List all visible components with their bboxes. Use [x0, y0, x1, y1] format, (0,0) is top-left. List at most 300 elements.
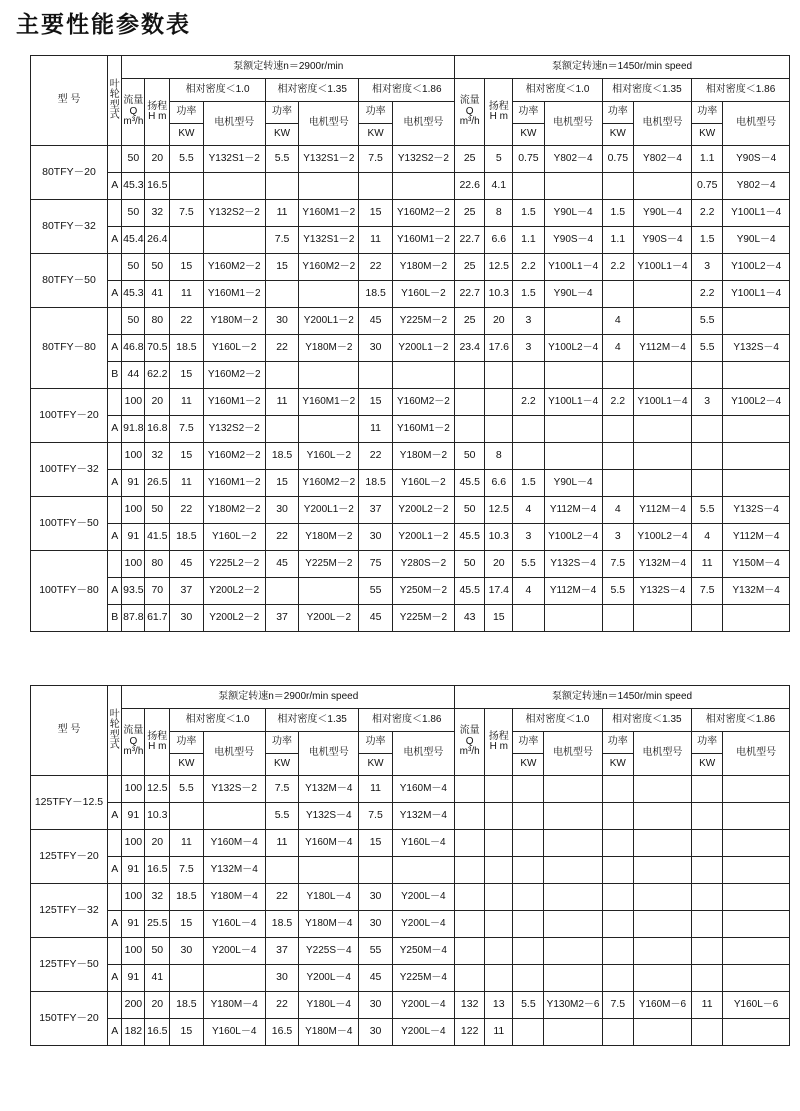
table-cell: 32: [145, 884, 170, 911]
table-cell: 18.5: [359, 470, 392, 497]
header-impeller: 叶轮型式: [107, 56, 122, 146]
table-cell: [633, 830, 691, 857]
table-cell: 91: [122, 965, 145, 992]
table-cell: [602, 857, 633, 884]
table-cell: Y160M－6: [633, 992, 691, 1019]
table-cell: [455, 362, 485, 389]
table-cell: [723, 443, 790, 470]
table-cell: Y132S1－2: [203, 146, 265, 173]
table-cell: [455, 857, 485, 884]
table-cell: 0.75: [602, 146, 633, 173]
table-cell: [455, 884, 485, 911]
header-flow: 流量 Q m³/h: [455, 709, 485, 776]
table-cell: Y160L－4: [203, 1019, 265, 1046]
table-cell: 18.5: [359, 281, 392, 308]
table-cell: 100: [122, 884, 145, 911]
table-cell: 5.5: [265, 146, 298, 173]
table-cell: 25.5: [145, 911, 170, 938]
table-cell: 4: [602, 308, 633, 335]
table-cell: [723, 938, 790, 965]
table-cell: Y225M－2: [299, 551, 359, 578]
table-cell: [544, 443, 602, 470]
table-cell: 91: [122, 524, 145, 551]
table-cell: [602, 965, 633, 992]
table-row: [31, 578, 790, 605]
table-cell: 91: [122, 857, 145, 884]
table-cell: 15: [170, 1019, 203, 1046]
table-cell: 50: [455, 497, 485, 524]
table-cell: 7.5: [692, 578, 723, 605]
table-cell: Y112M－4: [544, 578, 602, 605]
table-cell: Y160M2－2: [203, 254, 265, 281]
table-row: [31, 389, 790, 416]
table-cell: Y90S－4: [633, 227, 691, 254]
table-cell: [203, 227, 265, 254]
model-cell: 80TFY－50: [31, 254, 108, 308]
header-kw: KW: [265, 754, 298, 776]
table-cell: Y180M－2: [392, 254, 454, 281]
table-cell: 7.5: [359, 803, 392, 830]
table-cell: Y225M－2: [392, 605, 454, 632]
table-cell: [602, 803, 633, 830]
table-cell: B: [107, 605, 122, 632]
table-cell: 30: [265, 308, 298, 335]
table-cell: [602, 1019, 633, 1046]
table-cell: 5.5: [602, 578, 633, 605]
table-cell: [633, 308, 691, 335]
table-cell: 2.2: [513, 254, 544, 281]
table-cell: 45.5: [455, 470, 485, 497]
table-cell: Y180M－4: [299, 911, 359, 938]
header-head: 扬程 H m: [145, 79, 170, 146]
header-kw: KW: [170, 754, 203, 776]
table-cell: [299, 173, 359, 200]
table-cell: Y200L－4: [392, 1019, 454, 1046]
table-cell: 25: [455, 200, 485, 227]
table-cell: 122: [455, 1019, 485, 1046]
table-cell: Y200L－4: [203, 938, 265, 965]
table-cell: Y160L－6: [723, 992, 790, 1019]
table-cell: Y132M－4: [723, 578, 790, 605]
table-cell: [299, 578, 359, 605]
table-cell: 87.8: [122, 605, 145, 632]
table-cell: 12.5: [485, 254, 513, 281]
table-cell: [513, 605, 544, 632]
table-cell: [107, 551, 122, 578]
table-cell: 7.5: [265, 776, 298, 803]
table-cell: 30: [359, 911, 392, 938]
table-cell: [602, 470, 633, 497]
table-cell: 50: [455, 551, 485, 578]
table-cell: Y100L2－4: [633, 524, 691, 551]
table-cell: 13: [485, 992, 513, 1019]
table-cell: [633, 470, 691, 497]
table-cell: Y112M－4: [544, 497, 602, 524]
table-cell: [359, 857, 392, 884]
table-cell: [392, 362, 454, 389]
model-cell: 125TFY－32: [31, 884, 108, 938]
table-cell: Y132S－4: [299, 803, 359, 830]
table-row: [31, 605, 790, 632]
table-cell: [692, 884, 723, 911]
table-cell: Y160M1－2: [299, 200, 359, 227]
model-cell: 125TFY－12.5: [31, 776, 108, 830]
table-cell: 17.6: [485, 335, 513, 362]
table-cell: Y180L－4: [299, 992, 359, 1019]
table-cell: 22: [170, 308, 203, 335]
table-cell: [170, 965, 203, 992]
table-cell: Y200L－2: [299, 605, 359, 632]
table-cell: Y100L2－4: [723, 254, 790, 281]
table-cell: [299, 857, 359, 884]
table-cell: 22: [359, 254, 392, 281]
table-cell: [544, 362, 602, 389]
table-cell: 50: [145, 938, 170, 965]
table-cell: [544, 776, 602, 803]
table-cell: 11: [265, 389, 298, 416]
table-row: [31, 776, 790, 803]
model-cell: 125TFY－20: [31, 830, 108, 884]
table-cell: [633, 362, 691, 389]
header-density-2: 相对密度＜1.35: [602, 709, 691, 732]
table-cell: Y160M2－2: [299, 470, 359, 497]
table-row: [31, 254, 790, 281]
table-cell: 3: [513, 308, 544, 335]
table-cell: 18.5: [265, 911, 298, 938]
table-cell: 8: [485, 200, 513, 227]
table-cell: 91.8: [122, 416, 145, 443]
table-cell: 100: [122, 497, 145, 524]
table-cell: [265, 578, 298, 605]
table-cell: [602, 605, 633, 632]
table-row: [31, 938, 790, 965]
table-cell: [692, 803, 723, 830]
table-cell: [107, 146, 122, 173]
header-power: 功率: [170, 102, 203, 124]
table-cell: 18.5: [170, 992, 203, 1019]
table-cell: [602, 830, 633, 857]
table-cell: 5.5: [265, 803, 298, 830]
table-cell: 61.7: [145, 605, 170, 632]
table-cell: [265, 281, 298, 308]
table-cell: Y200L2－2: [203, 578, 265, 605]
table-cell: 100: [122, 551, 145, 578]
table-cell: 100: [122, 389, 145, 416]
table-2-header: [31, 686, 790, 776]
table-cell: [602, 281, 633, 308]
table-cell: 1.5: [692, 227, 723, 254]
table-cell: A: [107, 335, 122, 362]
table-cell: [265, 416, 298, 443]
table-cell: A: [107, 227, 122, 254]
table-cell: Y90L－4: [723, 227, 790, 254]
table-cell: [544, 605, 602, 632]
table-cell: [203, 173, 265, 200]
table-cell: 11: [359, 416, 392, 443]
table-cell: 45.3: [122, 281, 145, 308]
table-cell: [602, 362, 633, 389]
table-cell: Y100L1－4: [633, 254, 691, 281]
table-cell: [107, 389, 122, 416]
table-row: [31, 965, 790, 992]
header-motor: 电机型号: [392, 732, 454, 776]
table-cell: [723, 470, 790, 497]
table-cell: Y802－4: [633, 146, 691, 173]
table-row: [31, 524, 790, 551]
table-cell: Y802－4: [723, 173, 790, 200]
header-motor: 电机型号: [544, 732, 602, 776]
table-cell: Y132S1－2: [299, 227, 359, 254]
table-cell: [544, 911, 602, 938]
table-cell: Y225M－4: [392, 965, 454, 992]
table-cell: [633, 281, 691, 308]
table-cell: 93.5: [122, 578, 145, 605]
table-cell: Y225M－2: [392, 308, 454, 335]
header-density-2: 相对密度＜1.35: [265, 709, 359, 732]
table-cell: 45: [359, 965, 392, 992]
header-density-1: 相对密度＜1.0: [513, 709, 602, 732]
table-cell: 22.6: [455, 173, 485, 200]
table-cell: 4: [513, 497, 544, 524]
table-cell: Y112M－4: [633, 497, 691, 524]
table-cell: [544, 308, 602, 335]
table-row: [31, 362, 790, 389]
table-cell: Y160L－4: [203, 911, 265, 938]
table-cell: Y225S－4: [299, 938, 359, 965]
table-cell: 15: [170, 443, 203, 470]
table-cell: Y100L2－4: [544, 335, 602, 362]
table-cell: 22: [265, 884, 298, 911]
table-2-body: [31, 776, 790, 1046]
table-cell: [485, 857, 513, 884]
table-cell: 0.75: [692, 173, 723, 200]
table-cell: [633, 803, 691, 830]
table-cell: [692, 911, 723, 938]
table-cell: 15: [485, 605, 513, 632]
table-cell: [723, 857, 790, 884]
table-cell: A: [107, 281, 122, 308]
table-cell: [723, 1019, 790, 1046]
table-cell: Y180M－2: [299, 335, 359, 362]
table-cell: Y160M－4: [299, 830, 359, 857]
table-cell: Y160M2－2: [392, 389, 454, 416]
header-power: 功率: [692, 732, 723, 754]
table-cell: [723, 911, 790, 938]
table-cell: [602, 416, 633, 443]
model-cell: 125TFY－50: [31, 938, 108, 992]
table-cell: Y180M－4: [299, 1019, 359, 1046]
header-power: 功率: [602, 732, 633, 754]
table-cell: 5: [485, 146, 513, 173]
table-cell: [602, 443, 633, 470]
model-cell: 80TFY－32: [31, 200, 108, 254]
table-cell: Y160M1－2: [392, 416, 454, 443]
header-speed-1450: 泵额定转速n＝1450r/min speed: [455, 56, 790, 79]
header-head: 扬程 H m: [485, 79, 513, 146]
table-cell: 16.5: [265, 1019, 298, 1046]
table-cell: [544, 857, 602, 884]
header-density-1: 相对密度＜1.0: [170, 709, 266, 732]
table-cell: 18.5: [265, 443, 298, 470]
table-cell: 4: [602, 335, 633, 362]
table-cell: 16.5: [145, 857, 170, 884]
table-cell: 5.5: [692, 308, 723, 335]
table-cell: Y160M2－2: [203, 443, 265, 470]
header-motor: 电机型号: [544, 102, 602, 146]
model-cell: 150TFY－20: [31, 992, 108, 1046]
table-cell: Y200L1－2: [299, 497, 359, 524]
table-cell: [633, 443, 691, 470]
table-cell: 18.5: [170, 335, 203, 362]
table-cell: [723, 965, 790, 992]
table-cell: 11: [265, 830, 298, 857]
header-model: 型 号: [31, 56, 108, 146]
table-cell: [485, 938, 513, 965]
header-speed-2900: 泵额定转速n＝2900r/min: [122, 56, 455, 79]
table-cell: 16.5: [145, 1019, 170, 1046]
table-cell: 11: [170, 470, 203, 497]
table-cell: [485, 362, 513, 389]
table-cell: 100: [122, 443, 145, 470]
model-cell: 100TFY－32: [31, 443, 108, 497]
table-cell: 2.2: [692, 281, 723, 308]
table-cell: Y112M－4: [633, 335, 691, 362]
table-cell: 2.2: [692, 200, 723, 227]
table-row: [31, 227, 790, 254]
table-cell: 15: [170, 911, 203, 938]
header-flow: 流量 Q m³/h: [455, 79, 485, 146]
table-cell: 30: [359, 992, 392, 1019]
table-cell: 3: [513, 335, 544, 362]
table-cell: 50: [145, 254, 170, 281]
table-cell: [359, 173, 392, 200]
table-cell: 7.5: [359, 146, 392, 173]
table-cell: 20: [145, 830, 170, 857]
header-motor: 电机型号: [299, 102, 359, 146]
table-cell: Y250M－2: [392, 578, 454, 605]
header-density-1: 相对密度＜1.0: [513, 79, 602, 102]
header-power: 功率: [265, 102, 298, 124]
table-cell: Y280S－2: [392, 551, 454, 578]
header-kw: KW: [602, 124, 633, 146]
table-cell: [455, 965, 485, 992]
header-flow: 流量 Q m³/h: [122, 79, 145, 146]
table-cell: 18.5: [170, 884, 203, 911]
table-cell: [723, 362, 790, 389]
table-cell: [485, 911, 513, 938]
table-cell: 41: [145, 965, 170, 992]
table-cell: 10.3: [485, 524, 513, 551]
table-cell: 20: [145, 146, 170, 173]
header-motor: 电机型号: [723, 732, 790, 776]
table-cell: [602, 938, 633, 965]
header-kw: KW: [602, 754, 633, 776]
table-cell: [602, 776, 633, 803]
table-cell: [513, 362, 544, 389]
table-cell: 41: [145, 281, 170, 308]
table-cell: A: [107, 911, 122, 938]
performance-table-1: [30, 55, 790, 632]
table-cell: Y180M－4: [203, 992, 265, 1019]
table-cell: 12.5: [145, 776, 170, 803]
header-speed-1450: 泵额定转速n＝1450r/min speed: [455, 686, 790, 709]
table-cell: [723, 308, 790, 335]
table-cell: Y180M2－2: [203, 497, 265, 524]
header-power: 功率: [359, 732, 392, 754]
table-cell: [692, 443, 723, 470]
table-cell: A: [107, 578, 122, 605]
table-cell: [692, 605, 723, 632]
table-row: [31, 281, 790, 308]
table-cell: [633, 1019, 691, 1046]
table-cell: 32: [145, 200, 170, 227]
table-cell: 4.1: [485, 173, 513, 200]
table-cell: [107, 830, 122, 857]
table-cell: 22: [265, 524, 298, 551]
table-cell: 30: [170, 938, 203, 965]
table-cell: [455, 389, 485, 416]
table-cell: [723, 776, 790, 803]
table-cell: 15: [359, 200, 392, 227]
table-cell: [107, 992, 122, 1019]
table-cell: Y200L1－2: [392, 524, 454, 551]
table-row: [31, 884, 790, 911]
table-cell: 11: [359, 227, 392, 254]
table-cell: Y132M－4: [633, 551, 691, 578]
table-cell: 2.2: [513, 389, 544, 416]
table-cell: 22: [265, 335, 298, 362]
table-cell: Y90L－4: [633, 200, 691, 227]
table-row: [31, 551, 790, 578]
table-row: [31, 173, 790, 200]
table-cell: 26.4: [145, 227, 170, 254]
table-cell: Y132S－2: [203, 776, 265, 803]
table-cell: 50: [122, 146, 145, 173]
header-density-2: 相对密度＜1.35: [602, 79, 691, 102]
table-cell: Y160L－2: [392, 281, 454, 308]
table-cell: 26.5: [145, 470, 170, 497]
table-cell: Y100L1－4: [723, 281, 790, 308]
table-cell: [455, 938, 485, 965]
table-cell: [513, 776, 544, 803]
table-row: [31, 416, 790, 443]
table-cell: 25: [455, 254, 485, 281]
table-cell: Y90L－4: [544, 281, 602, 308]
header-density-1: 相对密度＜1.0: [170, 79, 266, 102]
table-cell: 3: [692, 254, 723, 281]
table-cell: Y200L1－2: [299, 308, 359, 335]
table-cell: Y160L－2: [299, 443, 359, 470]
table-cell: 80: [145, 551, 170, 578]
table-cell: Y250M－4: [392, 938, 454, 965]
table-cell: 20: [145, 992, 170, 1019]
table-cell: 45.4: [122, 227, 145, 254]
table-cell: Y160M2－2: [203, 362, 265, 389]
table-cell: 55: [359, 938, 392, 965]
table-cell: 1.5: [513, 470, 544, 497]
table-cell: Y132S－4: [723, 335, 790, 362]
table-cell: [485, 416, 513, 443]
table-cell: [723, 830, 790, 857]
table-cell: 182: [122, 1019, 145, 1046]
table-cell: [633, 416, 691, 443]
table-cell: 45: [359, 308, 392, 335]
table-cell: 41.5: [145, 524, 170, 551]
table-cell: 55: [359, 578, 392, 605]
table-cell: Y150M－4: [723, 551, 790, 578]
table-cell: 8: [485, 443, 513, 470]
table-cell: 15: [265, 254, 298, 281]
